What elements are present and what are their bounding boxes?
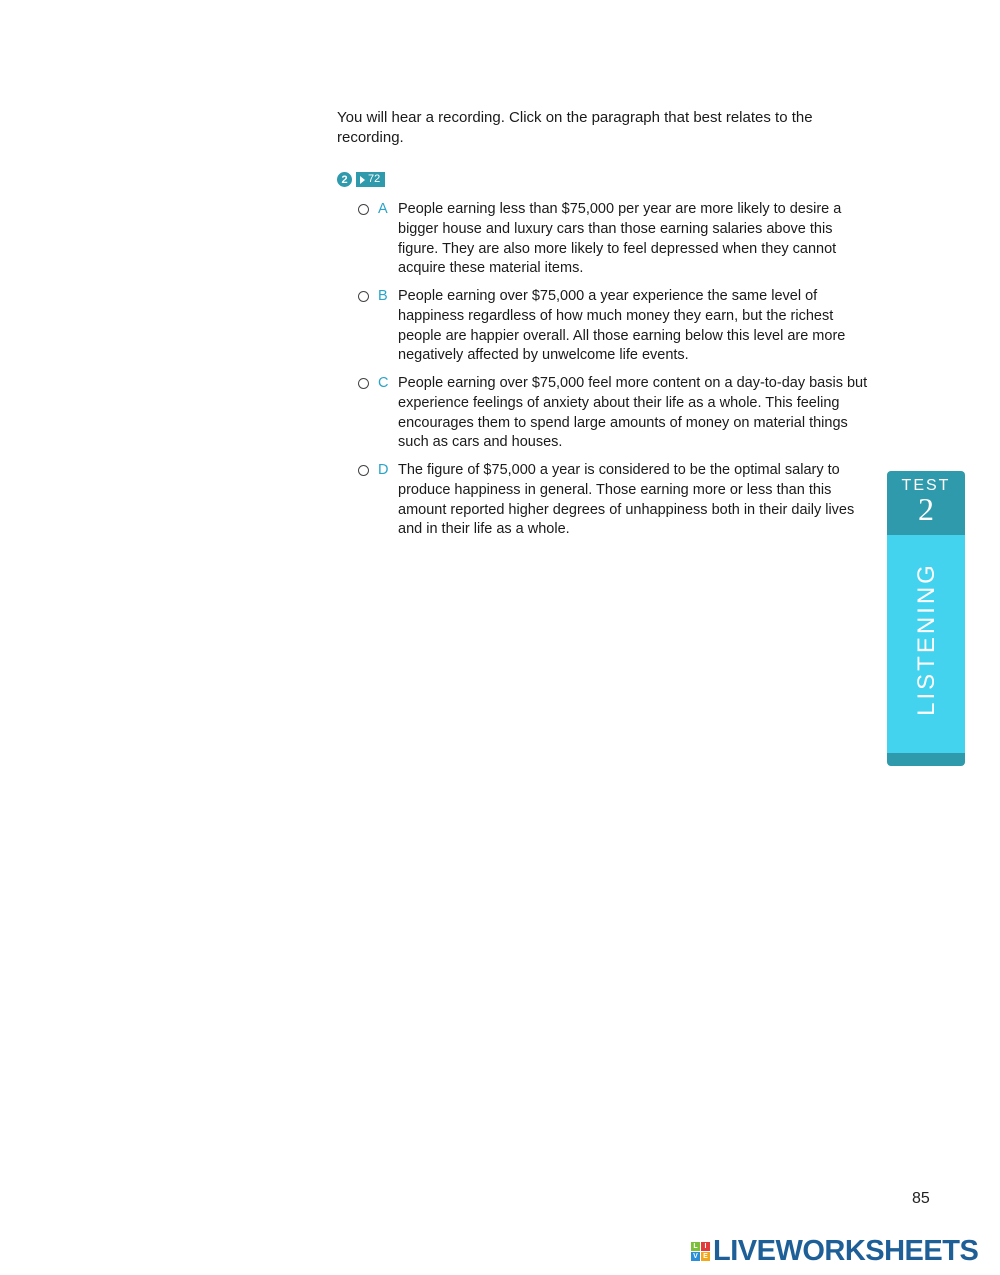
option-letter: C	[378, 375, 389, 391]
logo-letter-e: E	[701, 1252, 710, 1261]
cd-disc-icon: 2	[337, 172, 352, 187]
logo-grid-icon	[691, 1242, 710, 1261]
option-a[interactable]	[358, 200, 868, 279]
radio-a[interactable]	[358, 204, 369, 215]
option-text[interactable]: People earning over $75,000 a year experience the same level of happiness regardless of how much money they earn, but the richest people are happier overall. All those earning below this level are more negatively affected by unwelcome life events.	[398, 288, 846, 364]
option-text[interactable]: People earning over $75,000 feel more content on a day-to-day basis but experience feelings of anxiety about their life as a whole. This feeling encourages them to spend large amounts of money on material things such as cars and houses.	[398, 375, 868, 451]
logo-letter-i: I	[701, 1242, 710, 1251]
audio-reference	[337, 172, 385, 187]
radio-d[interactable]	[358, 465, 369, 476]
track-number: 72	[368, 173, 381, 185]
play-icon	[360, 176, 365, 184]
answer-options	[358, 200, 868, 548]
section-label: LISTENING	[913, 562, 940, 716]
option-text[interactable]: The figure of $75,000 a year is considered to be the optimal salary to produce happiness in general. Those earning more or less than this amount reported higher degrees of unhappiness both in their daily lives and in their life as a whole.	[398, 462, 855, 538]
section-band	[887, 535, 965, 753]
logo-letter-v: V	[691, 1252, 700, 1261]
radio-c[interactable]	[358, 378, 369, 389]
instruction-text: You will hear a recording. Click on the paragraph that best relates to the recording.	[337, 109, 813, 146]
option-c[interactable]	[358, 374, 868, 453]
tab-footer	[887, 753, 965, 766]
logo-text: LIVEWORKSHEETS	[713, 1235, 979, 1267]
option-b[interactable]	[358, 287, 868, 366]
section-side-tab	[887, 471, 965, 766]
logo-letter-l: L	[691, 1242, 700, 1251]
test-label: TEST	[901, 477, 951, 494]
page-number: 85	[912, 1190, 930, 1207]
track-badge[interactable]	[356, 172, 385, 187]
option-d[interactable]	[358, 461, 868, 540]
radio-b[interactable]	[358, 291, 369, 302]
liveworksheets-logo	[691, 1235, 978, 1268]
option-letter: D	[378, 462, 389, 478]
option-letter: A	[378, 201, 388, 217]
test-number: 2	[918, 491, 934, 527]
option-text[interactable]: People earning less than $75,000 per year are more likely to desire a bigger house and luxury cars than those earning salaries above this figure. They are also more likely to feel depressed when they cannot acquire these material items.	[398, 201, 842, 277]
test-number-box	[887, 471, 965, 535]
option-letter: B	[378, 288, 388, 304]
